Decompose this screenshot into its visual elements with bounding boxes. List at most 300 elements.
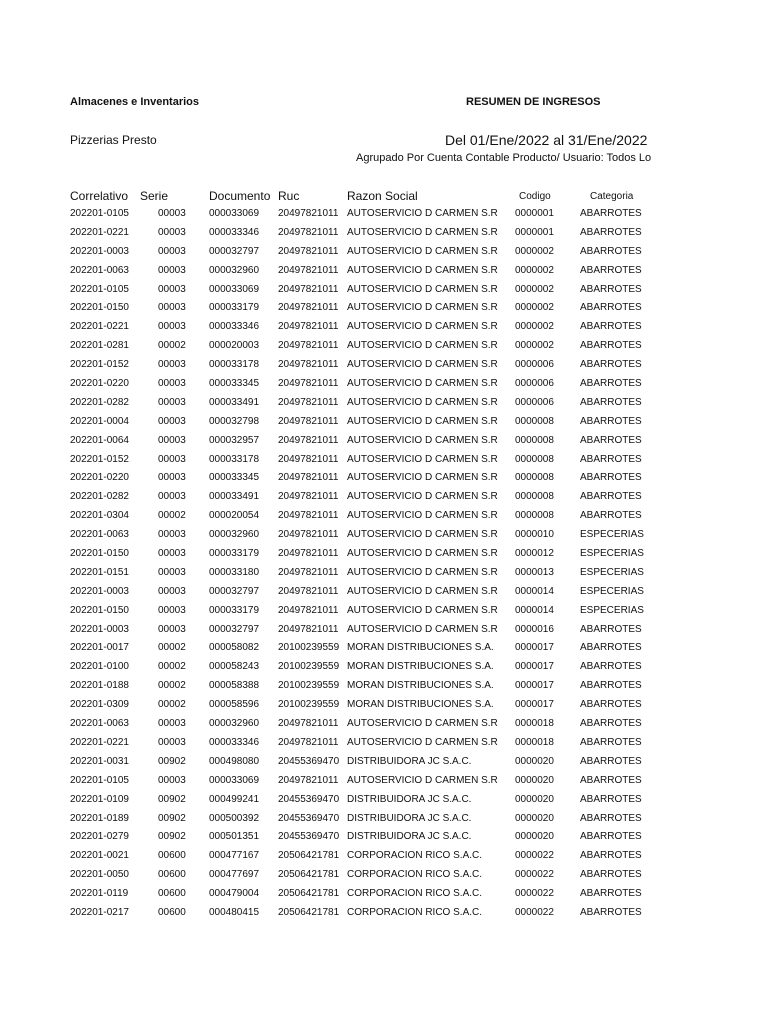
cell-categoria: ABARROTES [580, 340, 642, 352]
column-header-serie: Serie [140, 189, 169, 203]
cell-correlativo: 202201-0309 [70, 699, 129, 711]
cell-ruc: 20497821011 [278, 226, 339, 238]
cell-correlativo: 202201-0017 [70, 642, 129, 654]
cell-ruc: 20506421781 [278, 906, 340, 918]
cell-correlativo: 202201-0217 [70, 906, 129, 918]
cell-serie: 00902 [158, 755, 186, 767]
cell-ruc: 20497821011 [278, 774, 339, 786]
cell-codigo: 0000002 [515, 283, 554, 295]
cell-ruc: 20455369470 [278, 755, 340, 767]
cell-correlativo: 202201-0220 [70, 472, 129, 484]
cell-razon-social: DISTRIBUIDORA JC S.A.C. [347, 755, 472, 767]
cell-codigo: 0000001 [515, 208, 554, 219]
cell-serie: 00003 [158, 491, 186, 503]
table-body [0, 205, 768, 923]
cell-codigo: 0000001 [515, 226, 554, 238]
table-row [0, 205, 768, 224]
cell-categoria: ABARROTES [580, 434, 642, 446]
cell-correlativo: 202201-0304 [70, 510, 129, 522]
table-row [0, 507, 768, 526]
cell-documento: 000033069 [209, 283, 260, 295]
cell-documento: 000058243 [209, 661, 260, 673]
cell-codigo: 0000013 [515, 566, 554, 578]
cell-categoria: ABARROTES [580, 491, 642, 503]
cell-serie: 00902 [158, 812, 186, 824]
cell-codigo: 0000002 [515, 245, 554, 257]
cell-serie: 00600 [158, 850, 186, 862]
cell-documento: 000033069 [209, 208, 260, 219]
cell-razon-social: MORAN DISTRIBUCIONES S.A. [347, 661, 494, 673]
cell-correlativo: 202201-0221 [70, 736, 129, 748]
table-row [0, 451, 768, 470]
cell-categoria: ABARROTES [580, 415, 642, 427]
cell-ruc: 20497821011 [278, 245, 339, 257]
cell-codigo: 0000014 [515, 604, 554, 616]
cell-razon-social: AUTOSERVICIO D CARMEN S.R [347, 208, 498, 219]
cell-categoria: ABARROTES [580, 699, 642, 711]
table-row [0, 356, 768, 375]
table-row [0, 639, 768, 658]
cell-categoria: ABARROTES [580, 718, 642, 730]
cell-documento: 000033345 [209, 378, 260, 390]
cell-razon-social: AUTOSERVICIO D CARMEN S.R [347, 510, 498, 522]
cell-correlativo: 202201-0281 [70, 340, 129, 352]
cell-ruc: 20497821011 [278, 510, 339, 522]
cell-serie: 00003 [158, 472, 186, 484]
cell-correlativo: 202201-0119 [70, 888, 129, 900]
table-row [0, 488, 768, 507]
cell-correlativo: 202201-0100 [70, 661, 129, 673]
table-row [0, 602, 768, 621]
cell-categoria: ABARROTES [580, 208, 642, 219]
cell-serie: 00003 [158, 585, 186, 597]
cell-razon-social: AUTOSERVICIO D CARMEN S.R [347, 378, 498, 390]
cell-razon-social: AUTOSERVICIO D CARMEN S.R [347, 245, 498, 257]
cell-codigo: 0000008 [515, 453, 554, 465]
cell-correlativo: 202201-0063 [70, 529, 129, 541]
cell-correlativo: 202201-0150 [70, 548, 129, 560]
table-row [0, 337, 768, 356]
cell-correlativo: 202201-0003 [70, 245, 129, 257]
cell-documento: 000020054 [209, 510, 260, 522]
cell-documento: 000033179 [209, 548, 260, 560]
cell-ruc: 20100239559 [278, 699, 340, 711]
cell-categoria: ABARROTES [580, 378, 642, 390]
cell-ruc: 20497821011 [278, 302, 339, 314]
cell-categoria: ESPECERIAS [580, 585, 644, 597]
table-row [0, 243, 768, 262]
company-name: Almacenes e Inventarios [70, 96, 200, 108]
cell-documento: 000032797 [209, 585, 260, 597]
cell-correlativo: 202201-0189 [70, 812, 129, 824]
cell-categoria: ABARROTES [580, 831, 642, 843]
cell-documento: 000032797 [209, 245, 260, 257]
grouping-description: Agrupado Por Cuenta Contable Producto/ Usuario: Todos Lo [356, 152, 652, 164]
cell-correlativo: 202201-0279 [70, 831, 129, 843]
cell-categoria: ABARROTES [580, 793, 642, 805]
cell-codigo: 0000014 [515, 585, 554, 597]
cell-documento: 000033180 [209, 566, 260, 578]
cell-correlativo: 202201-0105 [70, 208, 129, 219]
cell-codigo: 0000017 [515, 642, 554, 654]
cell-documento: 000058082 [209, 642, 260, 654]
cell-serie: 00003 [158, 359, 186, 371]
cell-razon-social: DISTRIBUIDORA JC S.A.C. [347, 831, 472, 843]
table-row [0, 394, 768, 413]
table-row [0, 583, 768, 602]
table-row [0, 545, 768, 564]
cell-correlativo: 202201-0063 [70, 718, 129, 730]
cell-razon-social: CORPORACION RICO S.A.C. [347, 869, 483, 881]
cell-codigo: 0000002 [515, 340, 554, 352]
cell-razon-social: AUTOSERVICIO D CARMEN S.R [347, 548, 498, 560]
cell-razon-social: AUTOSERVICIO D CARMEN S.R [347, 472, 498, 484]
cell-razon-social: AUTOSERVICIO D CARMEN S.R [347, 623, 498, 635]
cell-codigo: 0000022 [515, 850, 554, 862]
cell-documento: 000479004 [209, 888, 260, 900]
cell-ruc: 20100239559 [278, 680, 340, 692]
cell-correlativo: 202201-0282 [70, 491, 129, 503]
table-row [0, 696, 768, 715]
cell-razon-social: CORPORACION RICO S.A.C. [347, 850, 483, 862]
cell-serie: 00003 [158, 604, 186, 616]
cell-categoria: ABARROTES [580, 906, 642, 918]
cell-serie: 00003 [158, 378, 186, 390]
cell-correlativo: 202201-0004 [70, 415, 129, 427]
table-row [0, 904, 768, 923]
table-row [0, 847, 768, 866]
cell-categoria: ABARROTES [580, 680, 642, 692]
cell-serie: 00002 [158, 661, 186, 673]
cell-correlativo: 202201-0021 [70, 850, 129, 862]
table-row [0, 885, 768, 904]
cell-ruc: 20100239559 [278, 661, 340, 673]
cell-documento: 000477697 [209, 869, 260, 881]
cell-documento: 000499241 [209, 793, 260, 805]
cell-ruc: 20455369470 [278, 812, 340, 824]
cell-serie: 00003 [158, 245, 186, 257]
table-row [0, 753, 768, 772]
cell-serie: 00003 [158, 774, 186, 786]
cell-correlativo: 202201-0150 [70, 604, 129, 616]
cell-serie: 00003 [158, 226, 186, 238]
cell-correlativo: 202201-0152 [70, 359, 129, 371]
cell-razon-social: AUTOSERVICIO D CARMEN S.R [347, 774, 498, 786]
cell-serie: 00600 [158, 888, 186, 900]
cell-categoria: ABARROTES [580, 623, 642, 635]
cell-razon-social: AUTOSERVICIO D CARMEN S.R [347, 491, 498, 503]
cell-documento: 000500392 [209, 812, 260, 824]
column-header-correlativo: Correlativo [70, 189, 129, 203]
date-range: Del 01/Ene/2022 al 31/Ene/2022 [445, 132, 648, 148]
cell-serie: 00003 [158, 283, 186, 295]
cell-correlativo: 202201-0105 [70, 774, 129, 786]
cell-codigo: 0000006 [515, 396, 554, 408]
cell-codigo: 0000008 [515, 434, 554, 446]
cell-codigo: 0000020 [515, 812, 554, 824]
cell-razon-social: AUTOSERVICIO D CARMEN S.R [347, 434, 498, 446]
cell-categoria: ABARROTES [580, 869, 642, 881]
cell-razon-social: AUTOSERVICIO D CARMEN S.R [347, 359, 498, 371]
cell-categoria: ABARROTES [580, 245, 642, 257]
report-title: RESUMEN DE INGRESOS [466, 96, 601, 108]
cell-razon-social: MORAN DISTRIBUCIONES S.A. [347, 680, 494, 692]
cell-serie: 00902 [158, 831, 186, 843]
cell-categoria: ABARROTES [580, 755, 642, 767]
cell-serie: 00600 [158, 906, 186, 918]
table-row [0, 262, 768, 281]
cell-codigo: 0000020 [515, 793, 554, 805]
table-row [0, 375, 768, 394]
cell-ruc: 20497821011 [278, 264, 339, 276]
cell-codigo: 0000010 [515, 529, 554, 541]
cell-codigo: 0000008 [515, 491, 554, 503]
cell-codigo: 0000002 [515, 264, 554, 276]
cell-codigo: 0000006 [515, 378, 554, 390]
cell-serie: 00003 [158, 548, 186, 560]
cell-serie: 00002 [158, 642, 186, 654]
cell-documento: 000033491 [209, 396, 260, 408]
cell-razon-social: MORAN DISTRIBUCIONES S.A. [347, 642, 494, 654]
cell-correlativo: 202201-0003 [70, 623, 129, 635]
table-row [0, 469, 768, 488]
cell-correlativo: 202201-0221 [70, 226, 129, 238]
cell-correlativo: 202201-0150 [70, 302, 129, 314]
cell-codigo: 0000002 [515, 302, 554, 314]
cell-categoria: ESPECERIAS [580, 529, 644, 541]
cell-razon-social: AUTOSERVICIO D CARMEN S.R [347, 340, 498, 352]
cell-categoria: ABARROTES [580, 812, 642, 824]
cell-serie: 00003 [158, 321, 186, 333]
cell-serie: 00003 [158, 208, 186, 219]
cell-serie: 00003 [158, 453, 186, 465]
cell-ruc: 20497821011 [278, 472, 339, 484]
cell-serie: 00002 [158, 680, 186, 692]
table-row [0, 432, 768, 451]
cell-ruc: 20497821011 [278, 396, 339, 408]
cell-serie: 00902 [158, 793, 186, 805]
cell-documento: 000032960 [209, 718, 260, 730]
cell-ruc: 20497821011 [278, 208, 339, 219]
column-header-razon-social: Razon Social [347, 189, 418, 203]
cell-razon-social: AUTOSERVICIO D CARMEN S.R [347, 736, 498, 748]
cell-razon-social: AUTOSERVICIO D CARMEN S.R [347, 264, 498, 276]
cell-ruc: 20497821011 [278, 453, 339, 465]
cell-ruc: 20497821011 [278, 548, 339, 560]
cell-categoria: ESPECERIAS [580, 566, 644, 578]
cell-ruc: 20506421781 [278, 869, 340, 881]
cell-correlativo: 202201-0151 [70, 566, 129, 578]
cell-categoria: ABARROTES [580, 359, 642, 371]
table-row [0, 791, 768, 810]
cell-codigo: 0000017 [515, 699, 554, 711]
cell-ruc: 20497821011 [278, 359, 339, 371]
cell-ruc: 20497821011 [278, 378, 339, 390]
cell-categoria: ABARROTES [580, 264, 642, 276]
cell-razon-social: AUTOSERVICIO D CARMEN S.R [347, 718, 498, 730]
table-row [0, 299, 768, 318]
cell-correlativo: 202201-0152 [70, 453, 129, 465]
cell-ruc: 20100239559 [278, 642, 340, 654]
cell-codigo: 0000022 [515, 888, 554, 900]
cell-categoria: ABARROTES [580, 661, 642, 673]
cell-serie: 00003 [158, 623, 186, 635]
cell-documento: 000058388 [209, 680, 260, 692]
cell-serie: 00003 [158, 718, 186, 730]
cell-razon-social: AUTOSERVICIO D CARMEN S.R [347, 396, 498, 408]
cell-ruc: 20497821011 [278, 566, 339, 578]
cell-codigo: 0000016 [515, 623, 554, 635]
cell-ruc: 20497821011 [278, 585, 339, 597]
table-row [0, 621, 768, 640]
cell-ruc: 20497821011 [278, 623, 339, 635]
cell-categoria: ABARROTES [580, 472, 642, 484]
cell-ruc: 20455369470 [278, 793, 340, 805]
cell-razon-social: AUTOSERVICIO D CARMEN S.R [347, 529, 498, 541]
table-row [0, 772, 768, 791]
cell-correlativo: 202201-0282 [70, 396, 129, 408]
cell-ruc: 20506421781 [278, 850, 340, 862]
cell-codigo: 0000006 [515, 359, 554, 371]
table-row [0, 715, 768, 734]
cell-codigo: 0000020 [515, 774, 554, 786]
cell-serie: 00003 [158, 736, 186, 748]
cell-ruc: 20497821011 [278, 529, 339, 541]
cell-categoria: ABARROTES [580, 850, 642, 862]
cell-ruc: 20497821011 [278, 340, 339, 352]
cell-correlativo: 202201-0031 [70, 755, 129, 767]
cell-categoria: ABARROTES [580, 226, 642, 238]
cell-ruc: 20497821011 [278, 491, 339, 503]
cell-codigo: 0000022 [515, 869, 554, 881]
cell-documento: 000033179 [209, 604, 260, 616]
cell-documento: 000032960 [209, 529, 260, 541]
cell-documento: 000033178 [209, 359, 260, 371]
cell-serie: 00002 [158, 699, 186, 711]
cell-codigo: 0000012 [515, 548, 554, 560]
cell-ruc: 20506421781 [278, 888, 340, 900]
cell-correlativo: 202201-0220 [70, 378, 129, 390]
cell-razon-social: CORPORACION RICO S.A.C. [347, 888, 483, 900]
cell-documento: 000033346 [209, 321, 260, 333]
cell-razon-social: AUTOSERVICIO D CARMEN S.R [347, 585, 498, 597]
cell-documento: 000020003 [209, 340, 260, 352]
branch-name: Pizzerias Presto [70, 133, 157, 147]
cell-documento: 000480415 [209, 906, 260, 918]
cell-codigo: 0000018 [515, 736, 554, 748]
cell-razon-social: AUTOSERVICIO D CARMEN S.R [347, 566, 498, 578]
cell-documento: 000032960 [209, 264, 260, 276]
table-row [0, 564, 768, 583]
cell-codigo: 0000022 [515, 906, 554, 918]
cell-categoria: ABARROTES [580, 321, 642, 333]
table-row [0, 318, 768, 337]
cell-ruc: 20497821011 [278, 736, 339, 748]
cell-serie: 00002 [158, 510, 186, 522]
table-row [0, 413, 768, 432]
cell-codigo: 0000020 [515, 755, 554, 767]
cell-correlativo: 202201-0221 [70, 321, 129, 333]
cell-documento: 000477167 [209, 850, 260, 862]
cell-codigo: 0000008 [515, 510, 554, 522]
cell-razon-social: CORPORACION RICO S.A.C. [347, 906, 483, 918]
cell-categoria: ESPECERIAS [580, 604, 644, 616]
cell-categoria: ABARROTES [580, 453, 642, 465]
table-row [0, 224, 768, 243]
cell-razon-social: AUTOSERVICIO D CARMEN S.R [347, 321, 498, 333]
cell-categoria: ABARROTES [580, 396, 642, 408]
cell-documento: 000032957 [209, 434, 260, 446]
cell-correlativo: 202201-0109 [70, 793, 129, 805]
cell-codigo: 0000017 [515, 661, 554, 673]
cell-documento: 000032797 [209, 623, 260, 635]
cell-serie: 00003 [158, 434, 186, 446]
cell-documento: 000058596 [209, 699, 260, 711]
cell-ruc: 20497821011 [278, 321, 339, 333]
cell-correlativo: 202201-0105 [70, 283, 129, 295]
cell-documento: 000033346 [209, 226, 260, 238]
cell-codigo: 0000008 [515, 472, 554, 484]
cell-serie: 00003 [158, 415, 186, 427]
cell-razon-social: AUTOSERVICIO D CARMEN S.R [347, 453, 498, 465]
cell-serie: 00003 [158, 302, 186, 314]
cell-codigo: 0000017 [515, 680, 554, 692]
cell-documento: 000032798 [209, 415, 260, 427]
table-row [0, 281, 768, 300]
table-row [0, 734, 768, 753]
cell-razon-social: AUTOSERVICIO D CARMEN S.R [347, 283, 498, 295]
cell-serie: 00002 [158, 340, 186, 352]
cell-codigo: 0000008 [515, 415, 554, 427]
cell-correlativo: 202201-0063 [70, 264, 129, 276]
cell-categoria: ABARROTES [580, 302, 642, 314]
column-header-codigo: Codigo [519, 191, 551, 202]
table-row [0, 866, 768, 885]
cell-razon-social: AUTOSERVICIO D CARMEN S.R [347, 302, 498, 314]
cell-correlativo: 202201-0188 [70, 680, 129, 692]
cell-serie: 00003 [158, 396, 186, 408]
cell-serie: 00600 [158, 869, 186, 881]
cell-documento: 000033491 [209, 491, 260, 503]
cell-ruc: 20455369470 [278, 831, 340, 843]
column-header-documento: Documento [209, 189, 271, 203]
cell-codigo: 0000018 [515, 718, 554, 730]
cell-serie: 00003 [158, 264, 186, 276]
cell-ruc: 20497821011 [278, 604, 339, 616]
cell-serie: 00003 [158, 529, 186, 541]
cell-documento: 000033346 [209, 736, 260, 748]
cell-correlativo: 202201-0050 [70, 869, 129, 881]
table-row [0, 677, 768, 696]
cell-correlativo: 202201-0003 [70, 585, 129, 597]
cell-documento: 000033345 [209, 472, 260, 484]
cell-categoria: ABARROTES [580, 774, 642, 786]
cell-razon-social: DISTRIBUIDORA JC S.A.C. [347, 812, 472, 824]
cell-ruc: 20497821011 [278, 283, 339, 295]
cell-categoria: ABARROTES [580, 736, 642, 748]
cell-codigo: 0000002 [515, 321, 554, 333]
cell-categoria: ABARROTES [580, 642, 642, 654]
cell-serie: 00003 [158, 566, 186, 578]
table-row [0, 526, 768, 545]
cell-categoria: ABARROTES [580, 888, 642, 900]
cell-razon-social: AUTOSERVICIO D CARMEN S.R [347, 604, 498, 616]
cell-ruc: 20497821011 [278, 415, 339, 427]
table-row [0, 658, 768, 677]
cell-ruc: 20497821011 [278, 718, 339, 730]
cell-ruc: 20497821011 [278, 434, 339, 446]
cell-razon-social: MORAN DISTRIBUCIONES S.A. [347, 699, 494, 711]
